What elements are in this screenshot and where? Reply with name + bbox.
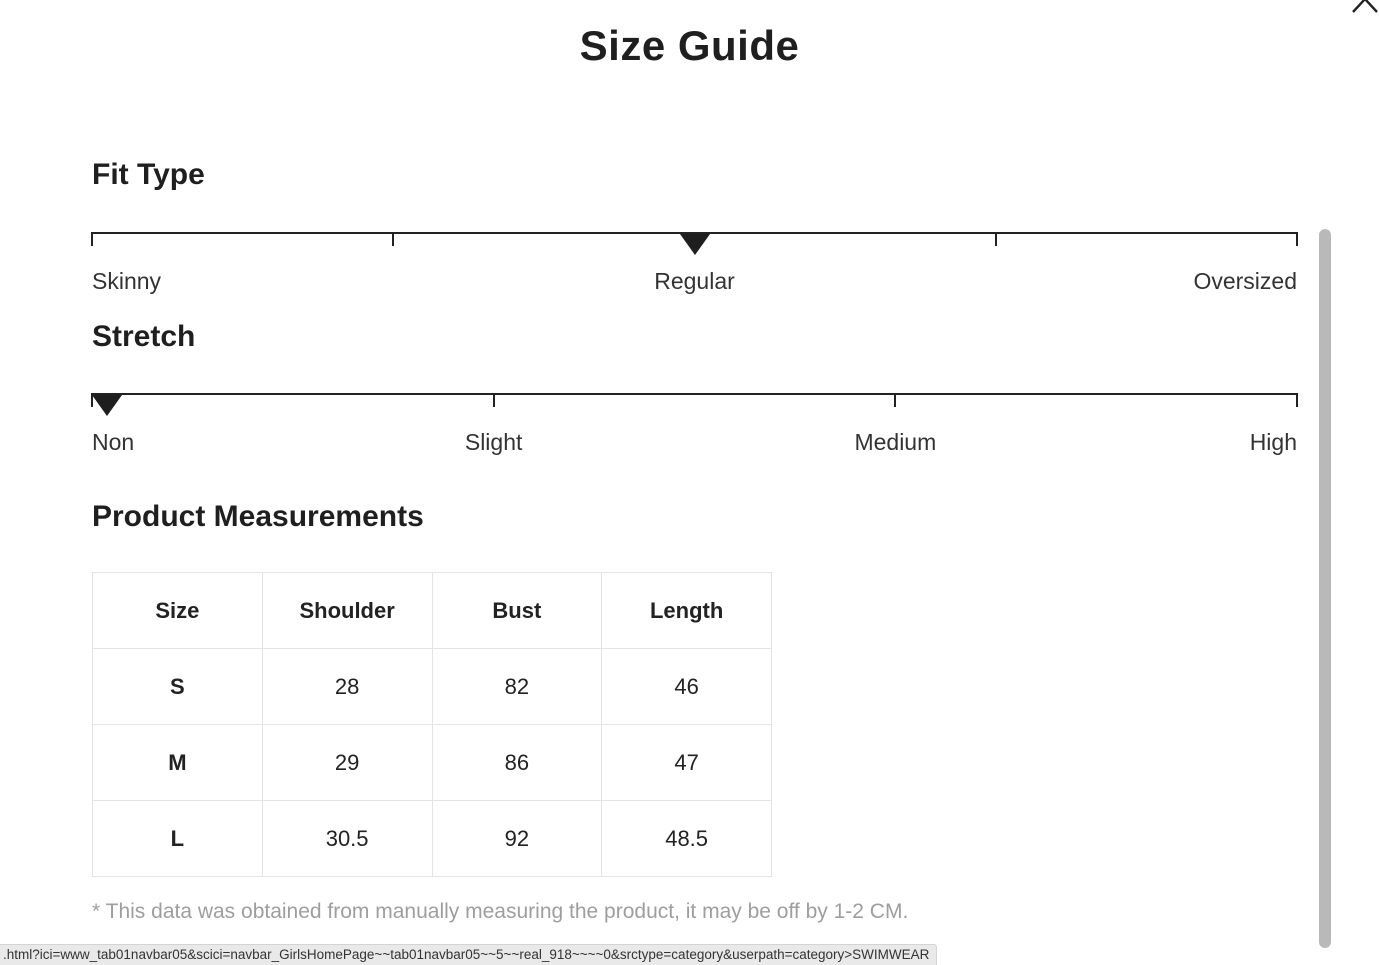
scale-tick xyxy=(1296,232,1298,246)
fit-type-heading: Fit Type xyxy=(92,158,205,191)
browser-status-bar: .html?ici=www_tab01navbar05&scici=navbar_GirlsHomePage~~tab01navbar05~~5~~real_918~~~~0&srctype=category&userpath=category>SWIMWEAR xyxy=(0,944,937,965)
stretch-scale-labels xyxy=(92,429,1297,457)
col-header-size: Size xyxy=(93,573,263,649)
cell-length: 46 xyxy=(602,649,772,725)
scale-tick xyxy=(894,393,896,407)
cell-shoulder: 30.5 xyxy=(262,801,432,877)
scale-label-oversized: Oversized xyxy=(1193,268,1297,294)
cell-bust: 82 xyxy=(432,649,602,725)
page-title: Size Guide xyxy=(579,22,800,69)
cell-shoulder: 29 xyxy=(262,725,432,801)
scale-marker-triangle-icon xyxy=(92,395,122,416)
cell-length: 47 xyxy=(602,725,772,801)
table-row xyxy=(93,649,772,725)
scale-tick xyxy=(91,232,93,246)
table-row xyxy=(93,801,772,877)
col-header-shoulder: Shoulder xyxy=(262,573,432,649)
scale-label-regular: Regular xyxy=(654,268,735,294)
measurements-table xyxy=(92,572,772,877)
scrollbar-thumb[interactable] xyxy=(1319,229,1331,948)
product-measurements-heading: Product Measurements xyxy=(92,500,424,533)
cell-length: 48.5 xyxy=(602,801,772,877)
cell-bust: 92 xyxy=(432,801,602,877)
close-button[interactable] xyxy=(1349,0,1379,14)
stretch-scale-track xyxy=(92,393,1297,395)
cell-size: M xyxy=(93,725,263,801)
col-header-bust: Bust xyxy=(432,573,602,649)
cell-shoulder: 28 xyxy=(262,649,432,725)
measurement-disclaimer: * This data was obtained from manually measuring the product, it may be off by 1-2 CM. xyxy=(92,900,909,923)
scale-tick xyxy=(392,232,394,246)
cell-bust: 86 xyxy=(432,725,602,801)
scale-tick xyxy=(1296,393,1298,407)
fit-type-scale-track xyxy=(92,232,1297,234)
col-header-length: Length xyxy=(602,573,772,649)
fit-type-scale xyxy=(92,232,1297,296)
fit-type-scale-labels xyxy=(92,268,1297,296)
cell-size: L xyxy=(93,801,263,877)
stretch-heading: Stretch xyxy=(92,320,196,353)
scale-label-high: High xyxy=(1249,429,1297,455)
scale-tick xyxy=(995,232,997,246)
cell-size: S xyxy=(93,649,263,725)
close-icon xyxy=(1349,0,1379,14)
scale-label-slight: Slight xyxy=(464,429,523,455)
scale-marker-triangle-icon xyxy=(680,234,710,255)
table-row xyxy=(93,725,772,801)
scale-label-non: Non xyxy=(92,429,135,455)
scale-label-skinny: Skinny xyxy=(92,268,162,294)
stretch-scale xyxy=(92,393,1297,457)
scale-label-medium: Medium xyxy=(854,429,937,455)
table-header-row xyxy=(93,573,772,649)
scale-tick xyxy=(493,393,495,407)
